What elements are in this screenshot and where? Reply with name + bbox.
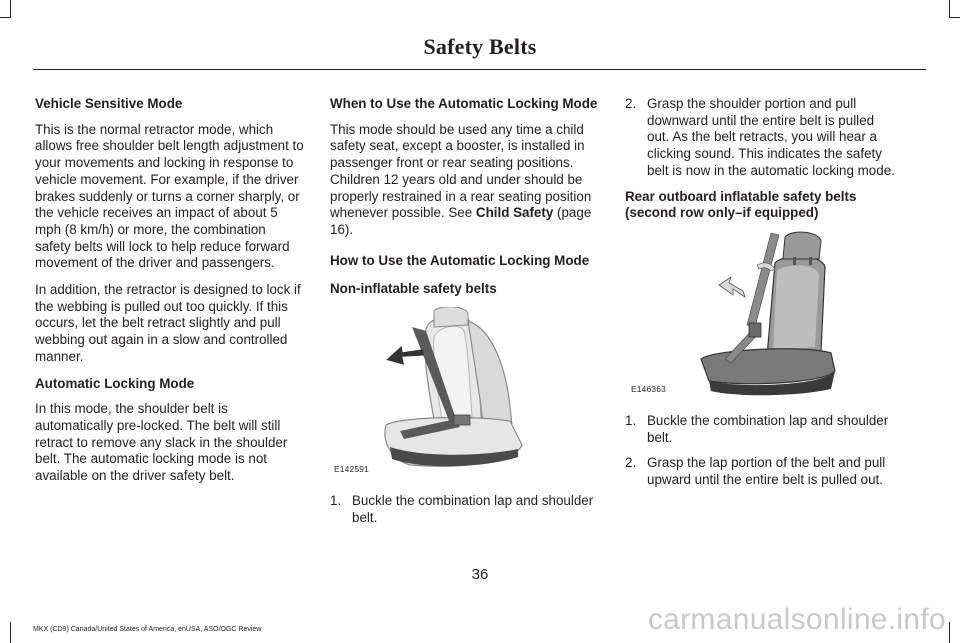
heading-vehicle-sensitive-mode: Vehicle Sensitive Mode [35,96,183,111]
heading-automatic-locking-mode: Automatic Locking Mode [35,375,195,391]
header-rule [33,69,926,70]
list-item [330,493,602,526]
seat-illustration-figure [330,307,602,479]
page-number: 36 [471,566,489,583]
column-2 [330,96,602,535]
step-number: 1. [625,412,637,428]
crop-mark [10,622,11,643]
heading-non-inflatable: Non-inflatable safety belts [330,281,497,297]
figure-id: E142591 [334,464,369,475]
crop-mark [949,0,950,18]
paragraph-text: (page 16). [330,205,592,237]
crop-mark [0,17,11,18]
document-info: MKX (CD9) Canada/United States of America, enUSA, ASO/OGC Review [33,626,262,633]
heading-how-to-use: How to Use the Automatic Locking Mode [330,252,590,268]
step-text: Buckle the combination lap and shoulder belt. [647,412,889,445]
heading-rear-outboard: Rear outboard inflatable safety belts (second row only–if equipped) [625,188,857,221]
column-3 [625,96,895,498]
crop-mark [10,0,11,18]
cross-reference-link[interactable]: Child Safety [475,205,554,221]
step-text: Buckle the combination lap and shoulder belt. [352,493,594,525]
seat-belt-illustration [625,231,895,401]
step-number: 2. [625,96,637,111]
page-title: Safety Belts [423,34,537,59]
paragraph: In this mode, the shoulder belt is automatically pre-locked. The belt will still retract to remove any slack in the shoulder belt. The automatic locking mode is not available on the driver safety belt. [35,401,288,484]
step-number: 2. [625,455,637,471]
crop-mark [949,622,950,643]
list-item [625,413,895,446]
list-item [625,96,895,180]
step-number: 1. [330,493,342,509]
figure-id: E146363 [631,383,666,394]
paragraph: This is the normal retractor mode, which allows free shoulder belt length adjustment to your movements and locking in response to vehicle movement. For example, if the driver brakes suddenly or turns a corner sharply, or the vehicle receives an impact of about 5 mph (8 km/h) or more, the combination safety belts will lock to help reduce forward movement of the driver and passengers. [35,121,304,271]
step-text: Grasp the shoulder portion and pull downward until the entire belt is pulled out. As the belt retracts, you will hear a clicking sound. This indicates the safety belt is now in the automatic locking mode. [647,96,895,178]
crop-mark [949,17,960,18]
paragraph: In addition, the retractor is designed to lock if the webbing is pulled out too quickly. If this occurs, let the belt retract slightly and pull webbing out again in a slow and controlled manner. [35,282,301,364]
seat-illustration-figure [625,231,895,401]
seat-belt-illustration [330,307,602,479]
column-1 [35,96,305,495]
heading-when-to-use: When to Use the Automatic Locking Mode [330,96,598,111]
list-item [625,455,895,488]
step-text: Grasp the lap portion of the belt and pull upward until the entire belt is pulled out. [647,455,886,488]
paragraph [330,122,602,239]
paragraph-text: This mode should be used any time a child safety seat, except a booster, is installed in passenger front or rear seating positions. Children 12 years old and under should be properly restrained in a rear seating position whenever possible. See [330,121,592,221]
watermark: carmanualsonline.info [647,603,946,636]
